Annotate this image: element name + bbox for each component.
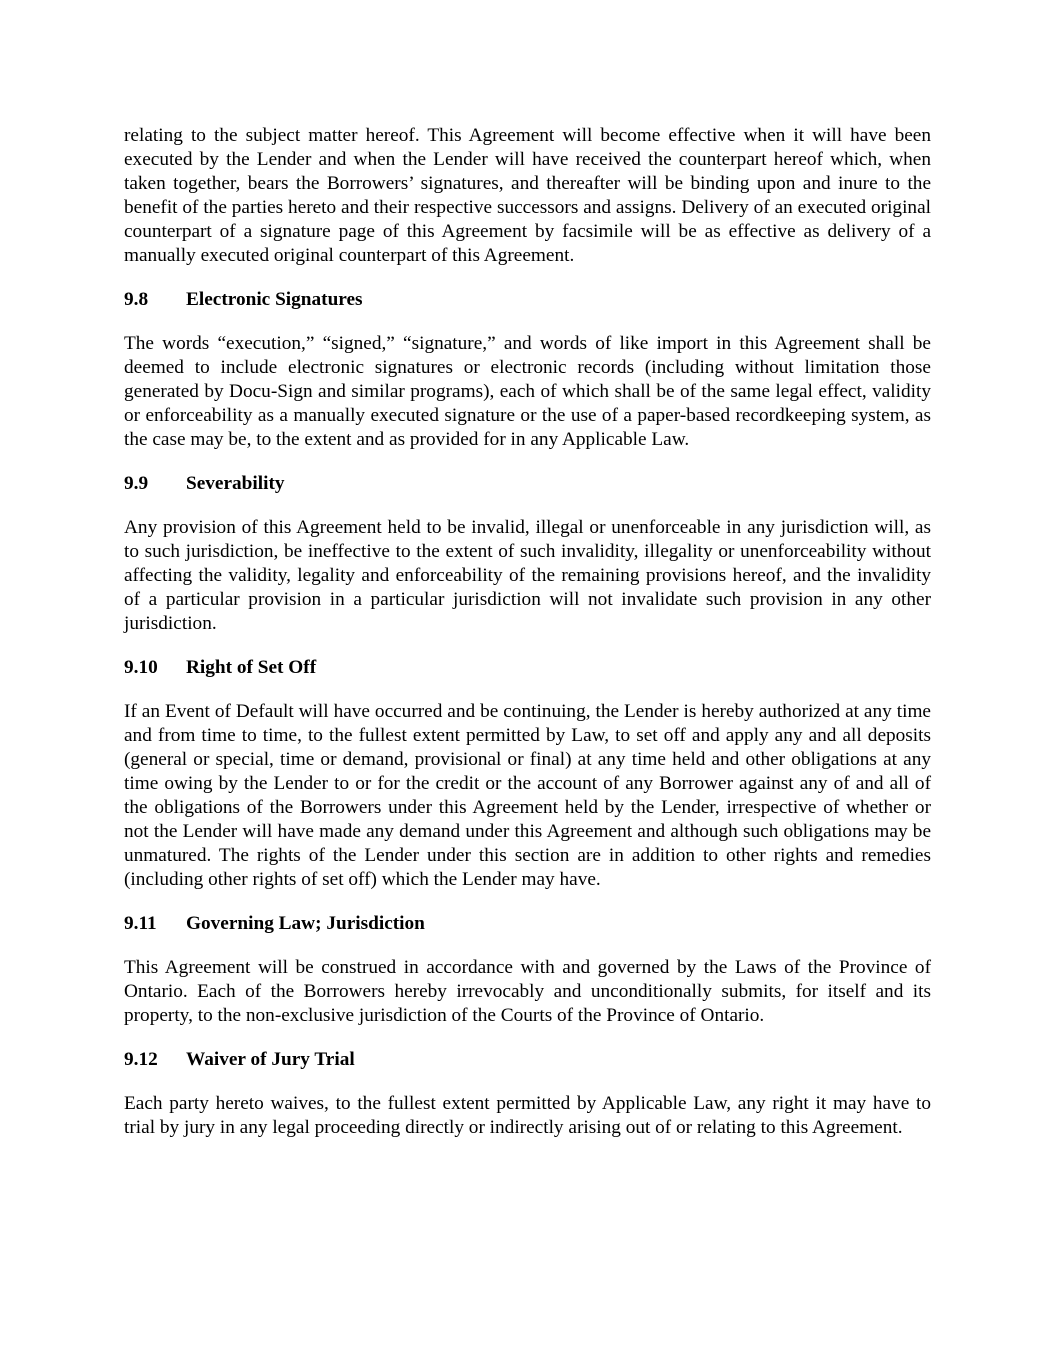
section-heading-9-9	[124, 472, 931, 496]
section-number: 9.11	[124, 913, 157, 934]
document-page	[124, 124, 931, 1140]
section-title: Waiver of Jury Trial	[186, 1049, 355, 1070]
section-title: Severability	[186, 473, 285, 494]
section-number: 9.10	[124, 657, 158, 678]
section-body-9-8: The words “execution,” “signed,” “signature,” and words of like import in this Agreement shall be deemed to include electronic signatures or electronic records (including without limitation those generated by Docu-Sign and similar programs), each of which shall be of the same legal effect, validity or enforceability as a manually executed signature or the use of a paper-based recordkeeping system, as the case may be, to the extent and as provided for in any Applicable Law.	[124, 333, 931, 450]
section-title: Governing Law; Jurisdiction	[186, 913, 425, 934]
section-heading-9-8	[124, 288, 931, 312]
section-body-9-10: If an Event of Default will have occurred and be continuing, the Lender is hereby authorized at any time and from time to time, to the fullest extent permitted by Law, to set off and apply any and all deposits (general or special, time or demand, provisional or final) at any time held and other obligations at any time owing by the Lender to or for the credit or the account of any Borrower against any of and all of the obligations of the Borrowers under this Agreement held by the Lender, irrespective of whether or not the Lender will have made any demand under this Agreement and although such obligations may be unmatured. The rights of the Lender under this section are in addition to other rights and remedies (including other rights of set off) which the Lender may have.	[124, 701, 931, 890]
section-number: 9.12	[124, 1049, 158, 1070]
section-heading-9-11	[124, 912, 931, 936]
section-heading-9-10	[124, 656, 931, 680]
section-body-9-9: Any provision of this Agreement held to be invalid, illegal or unenforceable in any jurisdiction will, as to such jurisdiction, be ineffective to the extent of such invalidity, illegality or unenforceability without affecting the validity, legality and enforceability of the remaining provisions hereof, and the invalidity of a particular provision in a particular jurisdiction will not invalidate such provision in any other jurisdiction.	[124, 517, 931, 634]
section-heading-9-12	[124, 1048, 931, 1072]
intro-paragraph: relating to the subject matter hereof. This Agreement will become effective when it will have been executed by the Lender and when the Lender will have received the counterpart hereof which, when taken together, bears the Borrowers’ signatures, and thereafter will be binding upon and inure to the benefit of the parties hereto and their respective successors and assigns. Delivery of an executed original counterpart of a signature page of this Agreement by facsimile will be as effective as delivery of a manually executed original counterpart of this Agreement.	[124, 125, 931, 266]
section-title: Right of Set Off	[186, 657, 317, 678]
section-number: 9.9	[124, 473, 149, 494]
section-body-9-12: Each party hereto waives, to the fullest extent permitted by Applicable Law, any right it may have to trial by jury in any legal proceeding directly or indirectly arising out of or relating to this Agreement.	[124, 1093, 931, 1138]
section-number: 9.8	[124, 289, 149, 310]
section-title: Electronic Signatures	[186, 289, 363, 310]
section-body-9-11: This Agreement will be construed in accordance with and governed by the Laws of the Province of Ontario. Each of the Borrowers hereby irrevocably and unconditionally submits, for itself and its property, to the non-exclusive jurisdiction of the Courts of the Province of Ontario.	[124, 957, 931, 1026]
